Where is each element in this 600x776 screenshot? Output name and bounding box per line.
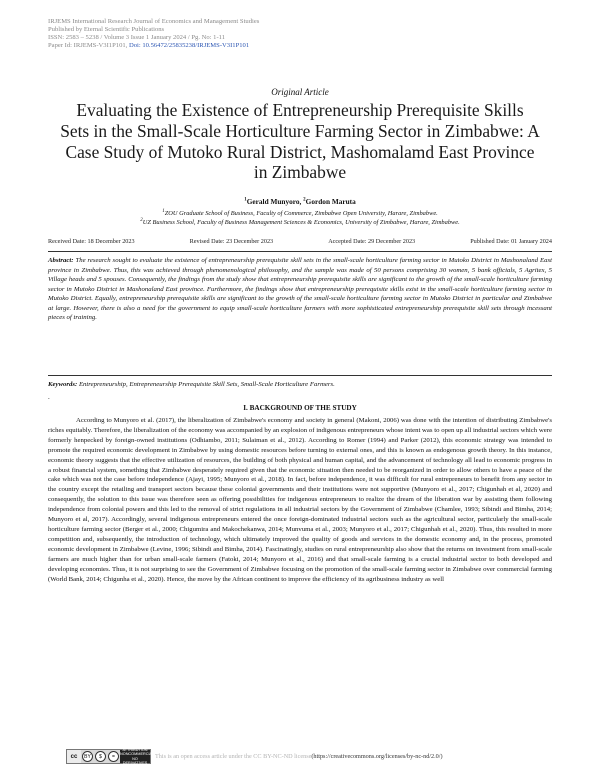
license-footer (66, 749, 556, 764)
paper-id-line (48, 42, 468, 50)
publisher-line: Published by Eternal Scientific Publications (48, 26, 165, 33)
author-2-name: Gordon Maruta (305, 197, 356, 206)
dates-row (48, 238, 552, 245)
author-2-sup: 2 (303, 197, 306, 203)
author-1-sup: 1 (244, 197, 247, 203)
affiliation-2-sup: 2 (140, 218, 143, 223)
noderivatives-icon: = (108, 751, 119, 762)
received-date: Received Date: 18 December 2023 (48, 238, 135, 245)
section-heading: I. BACKGROUND OF THE STUDY (243, 404, 357, 412)
license-label: ATTRIBUTION NONCOMMERCIAL NO DERIVATIVES (120, 747, 155, 765)
affiliation-1-text: ZOU Graduate School of Business, Faculty of Commerce, Zimbabwe Open University, Harare, Zimbabwe. (164, 210, 438, 218)
author-1-name: Gerald Munyoro, (246, 197, 304, 206)
affiliation-2-text: UZ Business School, Faculty of Business Management Sciences & Economics, University of Zimbabwe, Harare, Zimbabwe. (142, 219, 460, 227)
license-text: This is an open access article under the CC BY-NC-ND license (155, 753, 312, 760)
cc-license-badge[interactable] (66, 747, 155, 765)
license-link[interactable]: (https://creativecommons.org/licenses/by-nc-nd/2.0/) (311, 753, 443, 760)
abstract-label: Abstract: (48, 257, 74, 264)
noncommercial-icon: $ (95, 751, 106, 762)
published-date: Published Date: 01 January 2024 (470, 238, 552, 245)
issn-line: ISSN: 2583 – 5238 / Volume 3 Issue 1 January 2024 / Pg. No: 1-11 (48, 34, 225, 41)
divider-bottom (48, 375, 552, 376)
authors-line (0, 197, 600, 206)
abstract (48, 256, 552, 323)
cc-logo-icon: cc (67, 750, 81, 763)
paper-title: Evaluating the Existence of Entrepreneurship Prerequisite Skills Sets in the Small-Scale Horticulture Farming Sector in Zimbabwe: A Case Study of Mutoko Rural District, Mashomalamd East Province in Zimbabwe (60, 100, 540, 183)
stray-dot: . (48, 393, 50, 401)
keywords-text: Entrepreneurship, Entrepreneurship Prerequisite Skill Sets, Small-Scale Horticulture Farmers. (77, 381, 335, 388)
affiliation-1-sup: 1 (162, 209, 165, 214)
article-type: Original Article (271, 87, 329, 97)
accepted-date: Accepted Date: 29 December 2023 (328, 238, 416, 245)
paper-id: Paper Id: IRJEMS-V3I1P101, (48, 42, 129, 49)
doi-link[interactable]: Doi: 10.56472/25835238/IRJEMS-V3I1P101 (128, 42, 250, 49)
divider-top (48, 251, 552, 252)
keywords-label: Keywords: (48, 381, 78, 388)
abstract-text: The research sought to evaluate the existence of entrepreneurship prerequisite skill sets in the small-scale horticulture farming sector in Mutoko District in Mashonaland East province in Zimbabwe. Thus, this was achieved through phenomenological philosophy, and the sample was made of 50 persons comprising 30 women, 5 bank officials, 5 Agritex, 5 Village heads and 5 spouses. Consequently, the findings from the study show that entrepreneurship prerequisite skills are significant to the growth of the small-scale horticulture farming sector in Mutoko District in Mashonaland East province. Furthermore, the findings show that entrepreneurship prerequisite skills exist in the small-scale horticulture farming sector in Mutoko District. Equally, entrepreneurship prerequisite skills are significant to the growth of the small-scale horticulture farming sector in Mutoko District in particular and Zimbabwe at large. However, there is also a need for the government to equip small-scale horticulture farmers with more sophisticated entrepreneurship prerequisite skill sets through incessant pieces of training. (48, 257, 552, 321)
keywords (48, 381, 552, 388)
journal-name: IRJEMS International Research Journal of Economics and Management Studies (48, 18, 260, 25)
affiliation-2 (30, 217, 570, 227)
attribution-icon: BY (82, 751, 93, 762)
journal-header (48, 18, 468, 50)
body-paragraph: According to Munyoro et al. (2017), the liberalization of Zimbabwe's economy and society in general (Makoni, 2006) was done with the intention of distributing Zimbabwe's riches equitably. Therefore, the liberalization of the economy was accompanied by an explosion of indigenous entrepreneurs whose intent was to open up all industrial sectors which were formerly henpecked by foreign-owned institutions (Odhiambo, 2011; Sulaiman et al., 2012). According to Romer (1994) and Parker (2012), this economic strategy was intended to promote the required economic development in Zimbabwe by using domestic resources before turning to external ones, and this is known as endogenous growth theory. In this instance, economic theory suggests that the effective utilization of resources, the building of both physical and human capital, and the advancement of technology all lead to economic progress in a robust financial system, something that Zimbabwe desperately required given that the economic situation then needed to be reorganized in order to allow others to have a peace of the cake which was not the case before independence (Ajayi, 1995; Munyoro et al., 2018). In fact, before independence, it was difficult for rural entrepreneurs to benefit from any sector in the country except the retailing and transport sectors because these colonial governments and their institutions were not supportive (Munyoro et al., 2017; Chigunhah et al, 2020) and consequently, the solution to this issue was therefore seen as offering possibilities for indigenous entrepreneurs to realize the dream of the liberation war by assisting them following independence from colonial powers and this led to the removal of strict regulations in all industrial sectors by the Government of Zimbabwe (Chamlee, 1993; Sibindi and Bimha, 2014; Munyoro et al, 2017). Accordingly, several indigenous entrepreneurs entered the once foreign-dominated industrial sectors such as the agricultural sector, particularly the small-scale horticulture farming sector (Berger et al., 2000; Chigumira and Makochekanwa, 2014; Munvuma et al., 2003; Munyoro et al., 2017; Chigunhah et al., 2020). Thus, this resulted in more competition and, subsequently, the introduction of technology, which ultimately improved the quality of goods and services in the domestic economy and, in the process, promoted economic development in Zimbabwe (Levine, 1996; Sibindi and Bimha, 2014). Fascinatingly, studies on rural entrepreneurship also show that the returns on investment from small-scale farmers are much higher than for urban small-scale farmers (Fatoki, 2014; Munyoro et al., 2016) and that small-scale farming is a crucial industrial sector to both developed and developing economies. Thus, it is not surprising to see the Government of Zimbabwe focusing on the promotion of the small-scale farming sector in Zimbabwe over commercial farming (World Bank, 2014; Chigunha et al., 2020). Hence, the move by the African continent to improve the efficiency of its agribusiness industry as well (48, 417, 552, 583)
revised-date: Revised Date: 23 December 2023 (189, 238, 274, 245)
